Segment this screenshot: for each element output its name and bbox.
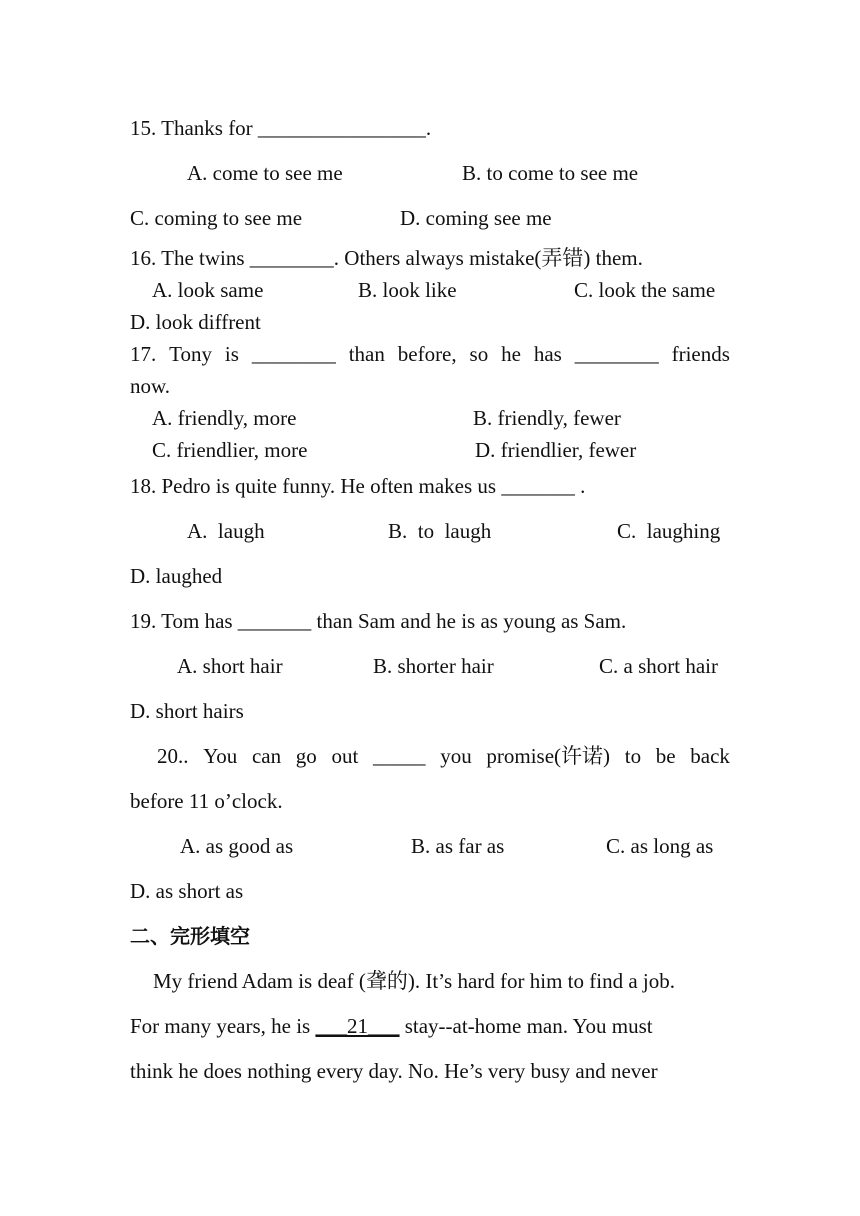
question-18-option-a: A. laugh xyxy=(187,519,265,543)
q17-word: has xyxy=(533,342,562,366)
question-19-option-a: A. short hair xyxy=(177,654,283,678)
question-16-option-c: C. look the same xyxy=(574,278,716,302)
question-18-stem: 18. Pedro is quite funny. He often makes us _______ . xyxy=(130,474,586,498)
passage-blank-21: ___21___ xyxy=(315,1014,400,1038)
question-17-option-d: D. friendlier, fewer xyxy=(475,438,637,462)
question-18-option-c: C. laughing xyxy=(617,519,721,543)
q20-word: to xyxy=(624,744,642,768)
q20-word: back xyxy=(690,744,730,768)
question-19-option-d: D. short hairs xyxy=(130,699,244,723)
q17-word: 17. xyxy=(130,342,157,366)
passage-line-1: My friend Adam is deaf (聋的). It’s hard for him to find a job. xyxy=(153,969,675,993)
question-19-option-b: B. shorter hair xyxy=(373,654,494,678)
q17-word: he xyxy=(501,342,521,366)
question-17-option-b: B. friendly, fewer xyxy=(473,406,621,430)
question-20-stem-line-1 xyxy=(157,743,730,769)
question-16-option-d: D. look diffrent xyxy=(130,310,261,334)
passage-text: stay--at-home man. You must xyxy=(399,1014,653,1038)
question-17-option-a: A. friendly, more xyxy=(152,406,297,430)
q17-blank-1: ________ xyxy=(251,342,336,366)
q17-word: so xyxy=(469,342,489,366)
question-20-stem-line-2: before 11 o’clock. xyxy=(130,789,283,813)
q20-word: you xyxy=(440,744,472,768)
q20-word: go xyxy=(295,744,317,768)
q20-word: promise(许诺) xyxy=(486,744,611,768)
question-20-option-d: D. as short as xyxy=(130,879,244,903)
question-15-option-b: B. to come to see me xyxy=(462,161,639,185)
question-16-stem: 16. The twins ________. Others always mistake(弄错) them. xyxy=(130,246,643,270)
question-19-stem: 19. Tom has _______ than Sam and he is as young as Sam. xyxy=(130,609,627,633)
passage-line-2 xyxy=(130,1013,653,1039)
section-heading: 二、完形填空 xyxy=(130,924,250,948)
question-20-option-c: C. as long as xyxy=(606,834,714,858)
question-17-stem-line-1 xyxy=(130,341,730,367)
question-18-option-d: D. laughed xyxy=(130,564,223,588)
q20-word: 20.. xyxy=(157,744,189,768)
q20-word: out xyxy=(331,744,359,768)
q17-word: Tony xyxy=(169,342,213,366)
q20-word: can xyxy=(251,744,282,768)
question-17-option-c: C. friendlier, more xyxy=(152,438,308,462)
question-20-option-a: A. as good as xyxy=(180,834,294,858)
question-17-stem-line-2: now. xyxy=(130,374,171,398)
question-15-option-a: A. come to see me xyxy=(187,161,343,185)
question-15-stem: 15. Thanks for ________________. xyxy=(130,116,432,140)
passage-line-3: think he does nothing every day. No. He’s very busy and never xyxy=(130,1059,658,1083)
q20-word: be xyxy=(655,744,676,768)
question-20-option-b: B. as far as xyxy=(411,834,505,858)
q17-word: before, xyxy=(397,342,457,366)
question-16-option-a: A. look same xyxy=(152,278,264,302)
question-19-option-c: C. a short hair xyxy=(599,654,718,678)
q17-word: is xyxy=(224,342,239,366)
q20-word: You xyxy=(203,744,238,768)
question-18-option-b: B. to laugh xyxy=(388,519,492,543)
q17-blank-2: ________ xyxy=(574,342,659,366)
question-16-option-b: B. look like xyxy=(358,278,457,302)
q20-blank: _____ xyxy=(373,744,426,768)
question-15-option-c: C. coming to see me xyxy=(130,206,303,230)
question-15-option-d: D. coming see me xyxy=(400,206,552,230)
passage-text: For many years, he is xyxy=(130,1014,316,1038)
q17-word: than xyxy=(348,342,385,366)
q17-word: friends xyxy=(671,342,730,366)
